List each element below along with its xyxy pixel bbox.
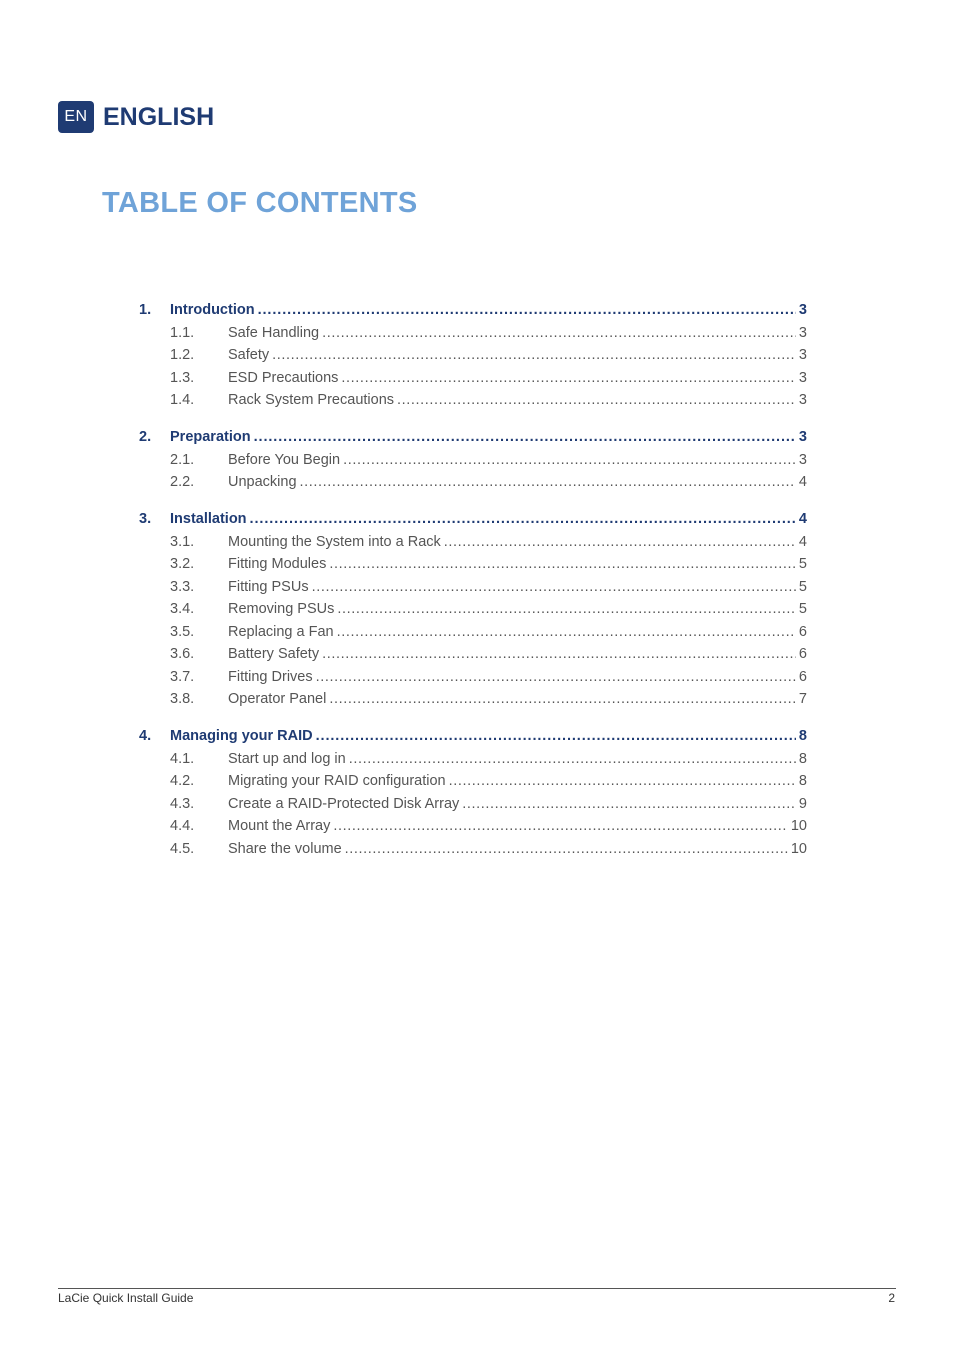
toc-subentry-title: Safety bbox=[228, 347, 270, 363]
toc-subentry[interactable] bbox=[139, 793, 807, 816]
language-name: ENGLISH bbox=[103, 102, 215, 131]
toc-leader-dots bbox=[254, 426, 796, 449]
toc-subentry-page: 8 bbox=[798, 773, 807, 789]
toc-subentry-page: 6 bbox=[798, 623, 807, 640]
toc-leader-dots bbox=[345, 838, 788, 861]
toc-leader-dots bbox=[343, 449, 796, 472]
toc-subentry-page: 3 bbox=[798, 392, 807, 408]
toc-subentry-number: 1.2. bbox=[170, 347, 195, 363]
toc-leader-dots bbox=[449, 770, 796, 793]
toc-entry[interactable] bbox=[139, 508, 807, 531]
toc-subentry-number: 2.1. bbox=[170, 451, 195, 468]
toc-subentry-page: 7 bbox=[798, 691, 807, 707]
toc-subentry-page: 9 bbox=[798, 795, 807, 812]
footer-doc-title: LaCie Quick Install Guide bbox=[58, 1291, 194, 1305]
toc-section bbox=[139, 725, 807, 860]
toc-entry-title: Installation bbox=[170, 511, 247, 527]
toc-leader-dots bbox=[397, 389, 796, 412]
toc-subentry-title: Fitting PSUs bbox=[228, 578, 309, 595]
toc-subentry[interactable] bbox=[139, 553, 807, 576]
toc-section bbox=[139, 426, 807, 494]
toc-subentry[interactable] bbox=[139, 643, 807, 666]
toc-subentry-number: 1.4. bbox=[170, 392, 195, 408]
toc-subentry-page: 10 bbox=[790, 818, 807, 834]
toc-subentry-title: Fitting Modules bbox=[228, 556, 327, 572]
toc-leader-dots bbox=[258, 299, 796, 322]
toc-leader-dots bbox=[322, 322, 796, 345]
toc-subentry-page: 8 bbox=[798, 750, 807, 767]
toc-entry-number: 4. bbox=[139, 728, 152, 744]
toc-leader-dots bbox=[333, 815, 788, 838]
toc-subentry[interactable] bbox=[139, 449, 807, 472]
toc-subentry[interactable] bbox=[139, 598, 807, 621]
toc-subentry-page: 6 bbox=[798, 668, 807, 685]
toc-subentry-number: 4.3. bbox=[170, 795, 195, 812]
toc-subentry-title: Fitting Drives bbox=[228, 668, 313, 685]
toc-leader-dots bbox=[329, 688, 796, 711]
toc-subentry-number: 3.1. bbox=[170, 533, 195, 550]
toc-leader-dots bbox=[272, 344, 796, 367]
toc-subentry[interactable] bbox=[139, 531, 807, 554]
toc-leader-dots bbox=[250, 508, 796, 531]
toc-subentry-title: Start up and log in bbox=[228, 750, 346, 767]
toc-subentry-title: Safe Handling bbox=[228, 324, 320, 341]
toc-entry-number: 3. bbox=[139, 511, 152, 527]
toc-subentry-page: 4 bbox=[798, 533, 807, 550]
toc-entry-page: 8 bbox=[798, 728, 807, 744]
toc-subentry-title: Before You Begin bbox=[228, 451, 341, 468]
toc-subentry-title: ESD Precautions bbox=[228, 369, 339, 386]
toc-subentry-title: Create a RAID-Protected Disk Array bbox=[228, 795, 460, 812]
toc-subentry-page: 3 bbox=[798, 324, 807, 341]
toc-subentry-number: 1.3. bbox=[170, 369, 195, 386]
toc-subentry[interactable] bbox=[139, 688, 807, 711]
toc-subentry-number: 1.1. bbox=[170, 324, 195, 341]
toc-leader-dots bbox=[316, 725, 796, 748]
toc-entry-title: Introduction bbox=[170, 302, 255, 318]
toc-subentry[interactable] bbox=[139, 666, 807, 689]
toc-subentry-title: Share the volume bbox=[228, 840, 342, 857]
toc-subentry-page: 10 bbox=[790, 840, 807, 857]
toc-subentry-title: Migrating your RAID configuration bbox=[228, 773, 446, 789]
table-of-contents bbox=[139, 299, 807, 875]
toc-subentry-title: Unpacking bbox=[228, 474, 297, 490]
toc-subentry-number: 3.4. bbox=[170, 601, 195, 617]
toc-subentry-number: 4.5. bbox=[170, 840, 195, 857]
toc-entry-title: Managing your RAID bbox=[170, 728, 313, 744]
toc-subentry-number: 3.8. bbox=[170, 691, 195, 707]
toc-subentry-page: 3 bbox=[798, 451, 807, 468]
toc-subentry-number: 2.2. bbox=[170, 474, 195, 490]
toc-subentry-title: Mounting the System into a Rack bbox=[228, 533, 441, 550]
toc-entry[interactable] bbox=[139, 725, 807, 748]
toc-subentry-number: 3.2. bbox=[170, 556, 195, 572]
toc-subentry[interactable] bbox=[139, 621, 807, 644]
toc-leader-dots bbox=[462, 793, 796, 816]
toc-leader-dots bbox=[316, 666, 796, 689]
toc-subentry-number: 3.5. bbox=[170, 623, 195, 640]
toc-subentry-number: 3.7. bbox=[170, 668, 195, 685]
toc-leader-dots bbox=[444, 531, 796, 554]
toc-entry-page: 3 bbox=[798, 302, 807, 318]
toc-section bbox=[139, 508, 807, 711]
toc-subentry-title: Rack System Precautions bbox=[228, 392, 395, 408]
toc-subentry-page: 4 bbox=[798, 474, 807, 490]
toc-subentry[interactable] bbox=[139, 815, 807, 838]
toc-section bbox=[139, 299, 807, 412]
language-header bbox=[58, 101, 214, 133]
toc-subentry[interactable] bbox=[139, 838, 807, 861]
footer-page-number: 2 bbox=[888, 1291, 895, 1305]
toc-leader-dots bbox=[337, 621, 796, 644]
toc-subentry-page: 3 bbox=[798, 369, 807, 386]
toc-subentry-title: Operator Panel bbox=[228, 691, 327, 707]
toc-subentry-title: Battery Safety bbox=[228, 646, 320, 662]
toc-entry[interactable] bbox=[139, 299, 807, 322]
toc-subentry-title: Mount the Array bbox=[228, 818, 331, 834]
toc-subentry[interactable] bbox=[139, 770, 807, 793]
toc-subentry-number: 3.6. bbox=[170, 646, 195, 662]
toc-subentry[interactable] bbox=[139, 367, 807, 390]
toc-subentry[interactable] bbox=[139, 344, 807, 367]
toc-subentry[interactable] bbox=[139, 322, 807, 345]
toc-subentry[interactable] bbox=[139, 748, 807, 771]
toc-subentry-number: 4.2. bbox=[170, 773, 195, 789]
toc-title: TABLE OF CONTENTS bbox=[102, 187, 418, 219]
toc-entry-page: 4 bbox=[798, 511, 807, 527]
toc-subentry-number: 4.1. bbox=[170, 750, 195, 767]
toc-subentry[interactable] bbox=[139, 471, 807, 494]
toc-leader-dots bbox=[329, 553, 796, 576]
toc-entry-number: 2. bbox=[139, 429, 152, 445]
toc-entry-number: 1. bbox=[139, 302, 152, 318]
toc-leader-dots bbox=[349, 748, 796, 771]
toc-leader-dots bbox=[322, 643, 796, 666]
footer-divider bbox=[58, 1288, 896, 1289]
toc-entry[interactable] bbox=[139, 426, 807, 449]
toc-subentry-title: Removing PSUs bbox=[228, 601, 335, 617]
toc-entry-title: Preparation bbox=[170, 429, 251, 445]
toc-subentry-page: 5 bbox=[798, 601, 807, 617]
toc-subentry-page: 6 bbox=[798, 646, 807, 662]
toc-leader-dots bbox=[337, 598, 796, 621]
toc-subentry-number: 3.3. bbox=[170, 578, 195, 595]
toc-subentry-number: 4.4. bbox=[170, 818, 195, 834]
toc-subentry[interactable] bbox=[139, 389, 807, 412]
toc-entry-page: 3 bbox=[798, 429, 807, 445]
toc-subentry-page: 5 bbox=[798, 556, 807, 572]
toc-subentry[interactable] bbox=[139, 576, 807, 599]
toc-leader-dots bbox=[300, 471, 796, 494]
language-badge: EN bbox=[58, 101, 94, 133]
toc-leader-dots bbox=[341, 367, 796, 390]
toc-subentry-page: 3 bbox=[798, 347, 807, 363]
toc-leader-dots bbox=[312, 576, 796, 599]
toc-subentry-page: 5 bbox=[798, 578, 807, 595]
toc-subentry-title: Replacing a Fan bbox=[228, 623, 334, 640]
